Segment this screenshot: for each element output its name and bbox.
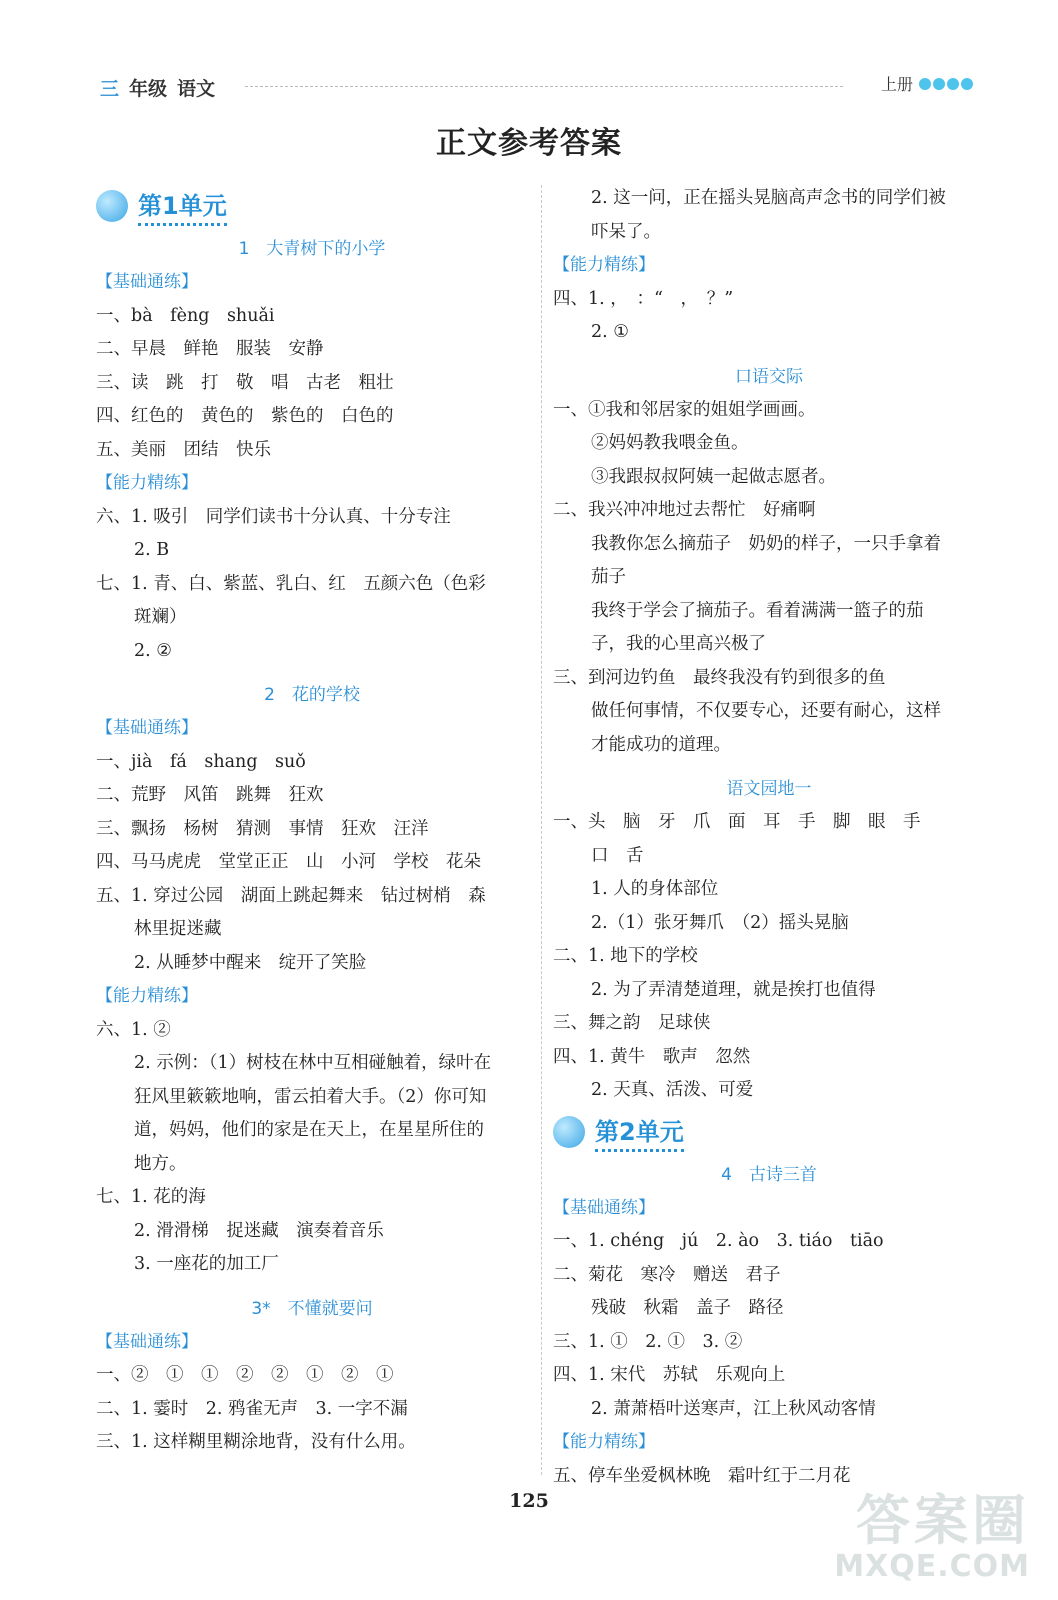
unit-title: 第2单元 xyxy=(595,1112,684,1152)
lesson-title: 3* 不懂就要问 xyxy=(251,1298,373,1319)
answer-line: 2. B xyxy=(134,540,170,560)
answer-line: 我终于学会了摘茄子。看着满满一篮子的茄 xyxy=(591,600,924,621)
lesson-title: 语文园地一 xyxy=(726,779,812,799)
lesson-title: 1 大青树下的小学 xyxy=(238,239,386,259)
header-rule xyxy=(245,86,843,87)
answer-line: 六、1. ② xyxy=(96,1019,171,1040)
answer-line: 一、头 脑 牙 爪 面 耳 手 脚 眼 手 xyxy=(553,812,921,832)
answer-line: 五、美丽 团结 快乐 xyxy=(96,439,271,460)
answer-line: 狂风里簌簌地响，雷云拍着大手。（2）你可知 xyxy=(134,1086,487,1107)
answer-line: 二、我兴冲冲地过去帮忙 好痛啊 xyxy=(553,500,816,520)
section-tag: 【能力精练】 xyxy=(96,986,198,1006)
answer-line: 2. 天真、活泼、可爱 xyxy=(591,1080,754,1100)
answer-line: 四、1. 宋代 苏轼 乐观向上 xyxy=(553,1365,786,1385)
answer-line: 2. 示例：（1）树枝在林中互相碰触着，绿叶在 xyxy=(134,1053,492,1073)
answer-line: 我教你怎么摘茄子 奶奶的样子，一只手拿着 xyxy=(591,533,941,554)
answer-line: 四、马马虎虎 堂堂正正 山 小河 学校 花朵 xyxy=(96,852,481,872)
volume-text: 上册 xyxy=(880,75,913,94)
answer-line: 吓呆了。 xyxy=(591,221,661,242)
answer-line: 二、1. 霎时 2. 鸦雀无声 3. 一字不漏 xyxy=(96,1398,408,1419)
answer-line: 三、舞之韵 足球侠 xyxy=(553,1013,711,1033)
page-number: 125 xyxy=(509,1490,549,1512)
page-title: 正文参考答案 xyxy=(436,126,622,161)
grade-number: 三 xyxy=(100,78,120,100)
unit-title: 第1单元 xyxy=(138,186,227,226)
answer-line: 一、② ① ① ② ② ① ② ① xyxy=(96,1365,394,1385)
answer-line: 六、1. 吸引 同学们读书十分认真、十分专注 xyxy=(96,506,451,527)
answer-line: 残破 秋霜 盖子 路径 xyxy=(591,1298,784,1318)
answer-line: 七、1. 花的海 xyxy=(96,1187,206,1207)
answer-line: 一、bà fèng shuǎi xyxy=(96,305,275,326)
section-tag: 【能力精练】 xyxy=(553,1432,655,1452)
answer-line: 口 舌 xyxy=(591,845,644,866)
lesson-title: 口语交际 xyxy=(735,366,803,387)
section-tag: 【基础通练】 xyxy=(96,272,198,292)
volume-label xyxy=(881,72,973,95)
grade-label xyxy=(100,74,215,101)
answer-line: 四、1. 黄牛 歌声 忽然 xyxy=(553,1046,751,1067)
unit-heading xyxy=(96,184,528,228)
unit-ball-icon xyxy=(553,1116,585,1148)
right-column xyxy=(553,182,985,1493)
answer-line: 二、荒野 风笛 跳舞 狂欢 xyxy=(96,785,324,805)
column-divider xyxy=(541,185,542,1475)
watermark-logo: 答案圈 xyxy=(856,1489,1030,1552)
watermark-url: MXQE.COM xyxy=(834,1549,1030,1584)
answer-line: 做任何事情，不仅要专心，还要有耐心，这样 xyxy=(591,701,941,721)
answer-line: 三、1. 这样糊里糊涂地背，没有什么用。 xyxy=(96,1432,416,1452)
answer-line: 三、读 跳 打 敬 唱 古老 粗壮 xyxy=(96,372,394,393)
answer-line: 1. 人的身体部位 xyxy=(591,879,719,899)
answer-line: 三、飘扬 杨树 猜测 事情 狂欢 汪洋 xyxy=(96,818,429,839)
answer-line: 五、停车坐爱枫林晚 霜叶红于二月花 xyxy=(553,1465,851,1486)
answer-line: 2. 这一问，正在摇头晃脑高声念书的同学们被 xyxy=(591,188,946,208)
answer-line: 二、1. 地下的学校 xyxy=(553,946,698,966)
answer-line: 茄子 xyxy=(591,567,626,587)
answer-line: 林里捉迷藏 xyxy=(134,919,222,939)
subject-text: 语文 xyxy=(177,78,216,100)
answer-line: 子，我的心里高兴极了 xyxy=(591,634,766,654)
answer-line: 二、菊花 寒冷 赠送 君子 xyxy=(553,1264,781,1285)
answer-line: ③我跟叔叔阿姨一起做志愿者。 xyxy=(591,466,836,487)
answer-line: 三、到河边钓鱼 最终我没有钓到很多的鱼 xyxy=(553,667,886,688)
answer-line: 地方。 xyxy=(134,1153,187,1174)
section-tag: 【基础通练】 xyxy=(96,718,198,738)
decor-dots-icon xyxy=(919,78,973,90)
grade-text: 年级 xyxy=(129,78,168,100)
unit-heading xyxy=(553,1110,985,1154)
answer-line: 一、jià fá shang suǒ xyxy=(96,751,306,772)
answer-line: 一、1. chéng jú 2. ào 3. tiáo tiāo xyxy=(553,1231,884,1251)
answer-line: 五、1. 穿过公园 湖面上跳起舞来 钻过树梢 森 xyxy=(96,885,486,906)
answer-line: 斑斓） xyxy=(134,607,187,627)
section-tag: 【基础通练】 xyxy=(553,1197,655,1218)
watermark xyxy=(834,1478,1030,1588)
left-column xyxy=(96,182,528,1460)
answer-line: 四、1. ， ：“ ， ？” xyxy=(553,288,734,309)
answer-line: 2. 滑滑梯 捉迷藏 演奏着音乐 xyxy=(134,1220,384,1241)
answer-line: 2. 从睡梦中醒来 绽开了笑脸 xyxy=(134,952,367,973)
section-tag: 【能力精练】 xyxy=(96,473,198,493)
answer-line: 才能成功的道理。 xyxy=(591,734,731,755)
answer-line: 道，妈妈，他们的家是在天上，在星星所住的 xyxy=(134,1120,484,1140)
lesson-title: 4 古诗三首 xyxy=(721,1164,817,1185)
answer-line: 一、①我和邻居家的姐姐学画画。 xyxy=(553,399,816,420)
page-header xyxy=(100,70,973,104)
answer-line: 2. 为了弄清楚道理，就是挨打也值得 xyxy=(591,979,876,1000)
answer-line: 三、1. ① 2. ① 3. ② xyxy=(553,1331,743,1352)
answer-line: 2. ② xyxy=(134,640,172,661)
answer-line: 七、1. 青、白、紫蓝、乳白、红 五颜六色（色彩 xyxy=(96,573,486,594)
answer-line: 2. 萧萧梧叶送寒声，江上秋风动客情 xyxy=(591,1398,876,1419)
unit-ball-icon xyxy=(96,190,128,222)
lesson-title: 2 花的学校 xyxy=(264,685,360,705)
answer-line: 2. ① xyxy=(591,322,629,342)
answer-line: 二、早晨 鲜艳 服装 安静 xyxy=(96,339,324,359)
section-tag: 【基础通练】 xyxy=(96,1331,198,1352)
answer-line: ②妈妈教我喂金鱼。 xyxy=(591,433,749,453)
answer-line: 四、红色的 黄色的 紫色的 白色的 xyxy=(96,406,394,426)
answer-line: 2.（1）张牙舞爪 （2）摇头晃脑 xyxy=(591,912,849,933)
section-tag: 【能力精练】 xyxy=(553,255,655,275)
answer-line: 3. 一座花的加工厂 xyxy=(134,1254,279,1274)
